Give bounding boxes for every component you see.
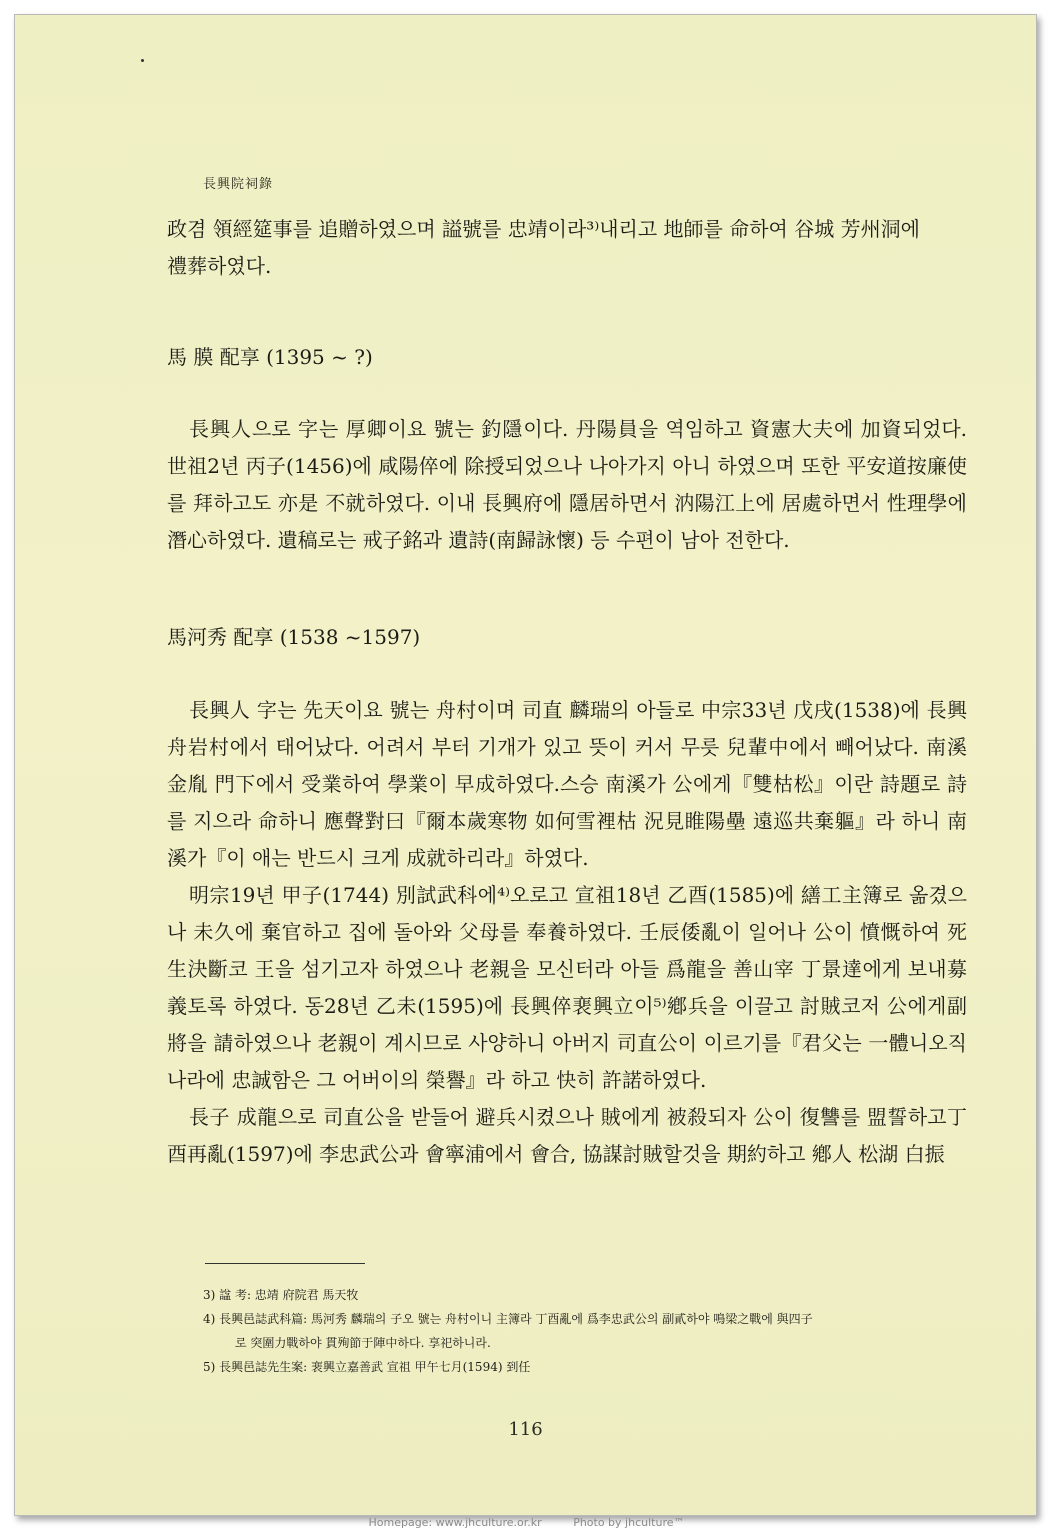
footnote-rule — [205, 1263, 365, 1264]
footnote-4-continued: 로 突圍力戰하야 貫殉節于陣中하다. 享祀하니라. — [235, 1336, 491, 1350]
section2-paragraph-2: 明宗19년 甲子(1744) 別試武科에⁴⁾오로고 宣祖18년 乙酉(1585)에 繕工主簿로 옮겼으나 未久에 棄官하고 집에 돌아와 父母를 奉養하였다. 壬辰倭亂이 일어나 公이 憤慨하여 死生決斷코 王을 섬기고자 하였으나 老親을 모신터라 아들 爲龍을 善山宰 丁景達에게 보내募義토록 하였다. 동28년 乙未(1595)에 長興倅裵興立이⁵⁾鄕兵을 이끌고 討賊코저 公에게副將을 請하였으나 老親이 계시므로 사양하니 아버지 司直公이 이르기를『君父는 一體니오직 나라에 忠誠함은 그 어버이의 榮譽』라 하고 快히 許諾하였다. — [167, 883, 967, 1092]
running-head: 長興院祠錄 — [203, 177, 274, 192]
section-heading-ma-mak: 馬 膜 配享 (1395 ~ ?) — [167, 345, 373, 369]
intro-line-2: 禮葬하였다. — [167, 254, 272, 278]
section2-body — [167, 692, 967, 1173]
photo-credit: Photo by jhculture™ — [573, 1516, 685, 1529]
section1-paragraph: 長興人으로 字는 厚卿이요 號는 釣隱이다. 丹陽員을 역임하고 資憲大夫에 加資되었다. 世祖2년 丙子(1456)에 咸陽倅에 除授되었으나 나아가지 아니 하였으며 또한 平安道按廉使를 拜하고도 亦是 不就하였다. 이내 長興府에 隱居하면서 汭陽江上에 居處하면서 性理學에 潛心하였다. 遺稿로는 戒子銘과 遺詩(南歸詠懷) 등 수편이 남아 전한다. — [167, 417, 967, 552]
footnotes — [203, 1283, 963, 1379]
ink-dot — [141, 59, 144, 62]
section-heading-ma-haso: 馬河秀 配享 (1538 ~1597) — [167, 625, 421, 649]
intro-line-1: 政겸 領經筵事를 追贈하였으며 謚號를 忠靖이라³⁾내리고 地師를 命하여 谷城 芳州洞에 — [167, 217, 920, 241]
section2-paragraph-1: 長興人 字는 先天이요 號는 舟村이며 司直 麟瑞의 아들로 中宗33년 戊戌(1538)에 長興舟岩村에서 태어났다. 어려서 부터 기개가 있고 뜻이 커서 무릇 兒輩中에서 빼어났다. 南溪 金胤 門下에서 受業하여 學業이 早成하였다.스승 南溪가 公에게『雙枯松』이란 詩題로 詩를 지으라 命하니 應聲對曰『爾本歲寒物 如何雪裡枯 況見睢陽壘 遠巡共棄軀』라 하니 南溪가『이 애는 반드시 크게 成就하리라』하였다. — [167, 698, 967, 870]
footnote-3: 3) 諡 考: 忠靖 府院君 馬天牧 — [203, 1288, 359, 1302]
section1-body — [167, 411, 967, 559]
intro-block — [167, 211, 967, 285]
page-number: 116 — [508, 1419, 543, 1440]
footnote-4: 4) 長興邑誌武科篇: 馬河秀 麟瑞의 子오 號는 舟村이니 主簿라 丁酉亂에 爲李忠武公의 副貳하야 鳴梁之戰에 與四子 — [203, 1312, 813, 1326]
homepage-credit: Homepage: www.jhculture.or.kr — [368, 1516, 542, 1529]
scanned-page — [14, 14, 1037, 1516]
section2-paragraph-3: 長子 成龍으로 司直公을 받들어 避兵시켰으나 賊에게 被殺되자 公이 復讐를 盟誓하고丁酉再亂(1597)에 李忠武公과 會寧浦에서 會合, 協謀討賊할것을 期約하고 鄕人 松湖 白振 — [167, 1105, 967, 1166]
photo-credits — [0, 1516, 1053, 1529]
footnote-5: 5) 長興邑誌先生案: 裵興立嘉善武 宣祖 甲午七月(1594) 到任 — [203, 1360, 531, 1374]
